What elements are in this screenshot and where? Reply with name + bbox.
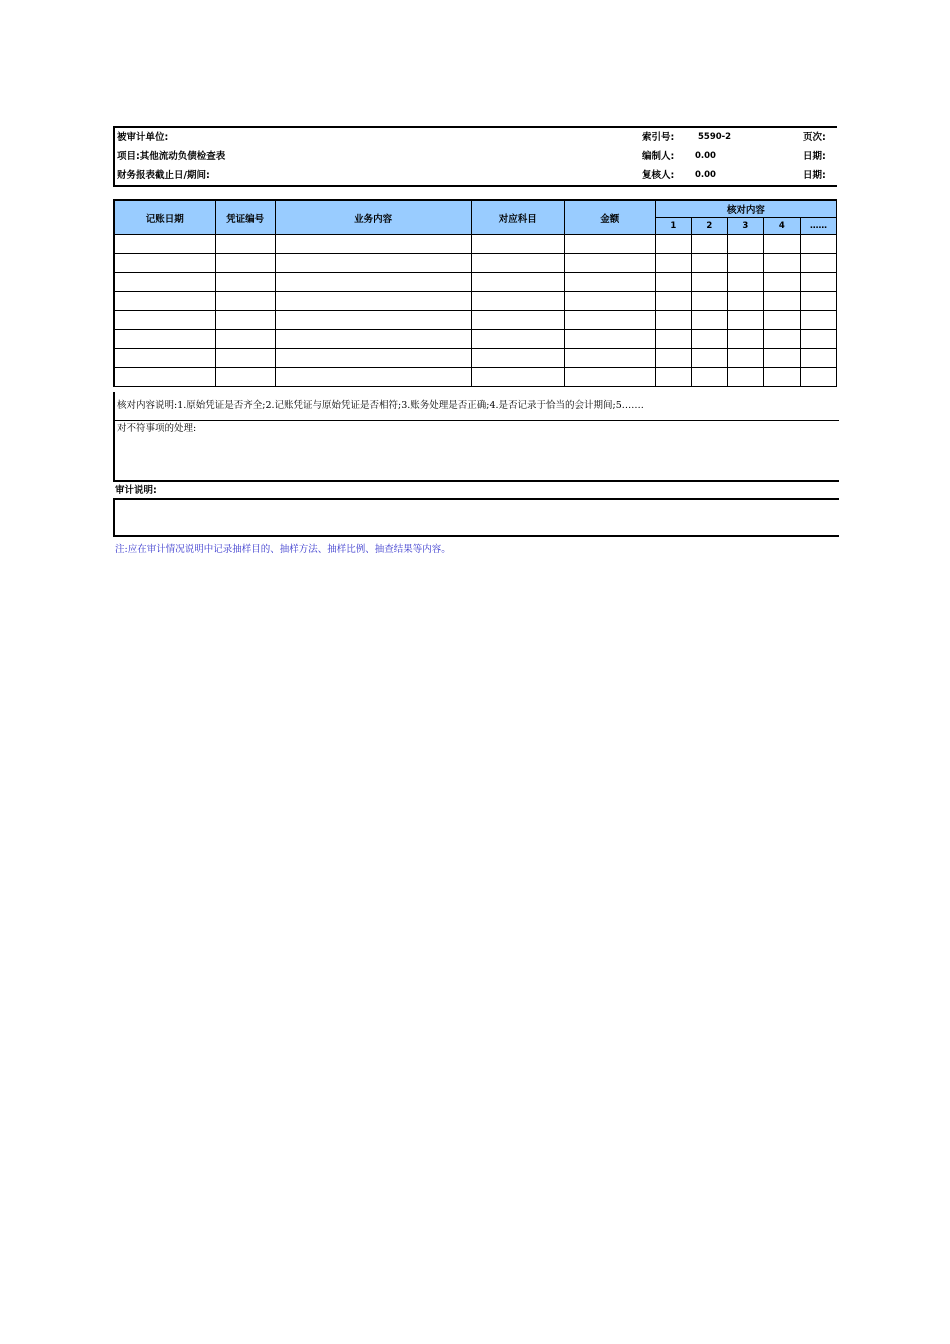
table-row — [114, 292, 837, 311]
table-cell[interactable] — [114, 273, 215, 292]
check-col-1: 1 — [655, 218, 691, 235]
table-cell[interactable] — [763, 292, 800, 311]
table-cell[interactable] — [564, 292, 655, 311]
table-cell[interactable] — [727, 273, 763, 292]
table-cell[interactable] — [800, 330, 836, 349]
table-cell[interactable] — [655, 368, 691, 387]
table-cell[interactable] — [800, 368, 836, 387]
table-cell[interactable] — [763, 311, 800, 330]
col-header-account: 对应科目 — [471, 200, 564, 235]
index-label: 索引号: — [642, 132, 675, 143]
check-description: 核对内容说明:1.原始凭证是否齐全;2.记账凭证与原始凭证是否相符;3.账务处理是否正确;4.是否记录于恰当的会计期间;5.…… — [115, 392, 839, 421]
table-cell[interactable] — [215, 349, 275, 368]
table-cell[interactable] — [564, 235, 655, 254]
table-cell[interactable] — [655, 254, 691, 273]
audit-explanation-box[interactable] — [113, 498, 839, 537]
table-cell[interactable] — [727, 235, 763, 254]
table-cell[interactable] — [215, 254, 275, 273]
table-cell[interactable] — [215, 311, 275, 330]
col-header-date: 记账日期 — [114, 200, 215, 235]
table-cell[interactable] — [727, 368, 763, 387]
table-cell[interactable] — [655, 292, 691, 311]
table-cell[interactable] — [655, 235, 691, 254]
table-cell[interactable] — [215, 292, 275, 311]
table-cell[interactable] — [691, 349, 727, 368]
table-cell[interactable] — [114, 368, 215, 387]
table-cell[interactable] — [800, 273, 836, 292]
check-col-more: …… — [800, 218, 836, 235]
table-cell[interactable] — [114, 311, 215, 330]
table-cell[interactable] — [655, 273, 691, 292]
table-cell[interactable] — [564, 254, 655, 273]
table-cell[interactable] — [691, 273, 727, 292]
audit-explanation-label: 审计说明: — [115, 485, 157, 496]
header-info-block — [113, 126, 837, 187]
reviewer-label: 复核人: — [642, 170, 675, 181]
table-cell[interactable] — [727, 349, 763, 368]
table-cell[interactable] — [800, 292, 836, 311]
table-row — [114, 368, 837, 387]
table-cell[interactable] — [564, 273, 655, 292]
table-cell[interactable] — [800, 311, 836, 330]
table-cell[interactable] — [114, 292, 215, 311]
table-cell[interactable] — [471, 349, 564, 368]
table-cell[interactable] — [691, 330, 727, 349]
table-row — [114, 273, 837, 292]
table-cell[interactable] — [215, 330, 275, 349]
table-cell[interactable] — [763, 368, 800, 387]
col-header-content: 业务内容 — [275, 200, 471, 235]
date-label-1: 日期: — [803, 151, 826, 162]
table-cell[interactable] — [471, 254, 564, 273]
table-row — [114, 349, 837, 368]
table-cell[interactable] — [564, 349, 655, 368]
table-cell[interactable] — [800, 349, 836, 368]
table-cell[interactable] — [691, 292, 727, 311]
table-cell[interactable] — [275, 368, 471, 387]
preparer-label: 编制人: — [642, 151, 675, 162]
table-cell[interactable] — [275, 311, 471, 330]
nonconformity-handling: 对不符事项的处理: — [117, 423, 197, 434]
table-cell[interactable] — [564, 368, 655, 387]
table-cell[interactable] — [691, 235, 727, 254]
table-cell[interactable] — [275, 254, 471, 273]
table-cell[interactable] — [763, 330, 800, 349]
table-cell[interactable] — [655, 311, 691, 330]
table-cell[interactable] — [471, 292, 564, 311]
table-cell[interactable] — [763, 235, 800, 254]
table-cell[interactable] — [215, 273, 275, 292]
table-cell[interactable] — [275, 349, 471, 368]
check-col-4: 4 — [763, 218, 800, 235]
table-cell[interactable] — [727, 254, 763, 273]
table-cell[interactable] — [691, 368, 727, 387]
date-label-2: 日期: — [803, 170, 826, 181]
table-cell[interactable] — [471, 330, 564, 349]
table-row — [114, 330, 837, 349]
preparer-value: 0.00 — [695, 151, 716, 161]
table-row — [114, 235, 837, 254]
audited-unit-label: 被审计单位: — [117, 132, 169, 143]
table-cell[interactable] — [215, 235, 275, 254]
col-header-check-group: 核对内容 — [655, 200, 836, 218]
table-cell[interactable] — [114, 235, 215, 254]
reviewer-value: 0.00 — [695, 170, 716, 180]
col-header-amount: 金额 — [564, 200, 655, 235]
table-cell[interactable] — [114, 254, 215, 273]
index-value: 5590-2 — [698, 132, 732, 142]
table-cell[interactable] — [763, 254, 800, 273]
table-cell[interactable] — [727, 330, 763, 349]
table-cell[interactable] — [215, 368, 275, 387]
page-label: 页次: — [803, 132, 826, 143]
table-cell[interactable] — [275, 330, 471, 349]
table-cell[interactable] — [727, 311, 763, 330]
notes-section — [113, 392, 839, 482]
table-cell[interactable] — [471, 273, 564, 292]
table-body — [114, 235, 837, 387]
table-cell[interactable] — [800, 235, 836, 254]
check-col-2: 2 — [691, 218, 727, 235]
table-cell[interactable] — [275, 273, 471, 292]
table-cell[interactable] — [800, 254, 836, 273]
table-cell[interactable] — [471, 235, 564, 254]
table-cell[interactable] — [471, 311, 564, 330]
footnote: 注:应在审计情况说明中记录抽样目的、抽样方法、抽样比例、抽查结果等内容。 — [115, 544, 451, 555]
table-cell[interactable] — [114, 330, 215, 349]
table-cell[interactable] — [727, 292, 763, 311]
table-cell[interactable] — [275, 292, 471, 311]
table-cell[interactable] — [564, 311, 655, 330]
table-cell[interactable] — [763, 349, 800, 368]
table-cell[interactable] — [763, 273, 800, 292]
table-cell[interactable] — [691, 254, 727, 273]
table-row — [114, 311, 837, 330]
table-cell[interactable] — [275, 235, 471, 254]
col-header-voucher: 凭证编号 — [215, 200, 275, 235]
check-table — [113, 199, 837, 387]
table-cell[interactable] — [114, 349, 215, 368]
check-col-3: 3 — [727, 218, 763, 235]
table-cell[interactable] — [691, 311, 727, 330]
table-cell[interactable] — [471, 368, 564, 387]
table-cell[interactable] — [655, 349, 691, 368]
table-cell[interactable] — [655, 330, 691, 349]
table-row — [114, 254, 837, 273]
project-label: 项目:其他流动负债检查表 — [117, 151, 226, 162]
period-label: 财务报表截止日/期间: — [117, 170, 210, 181]
table-cell[interactable] — [564, 330, 655, 349]
